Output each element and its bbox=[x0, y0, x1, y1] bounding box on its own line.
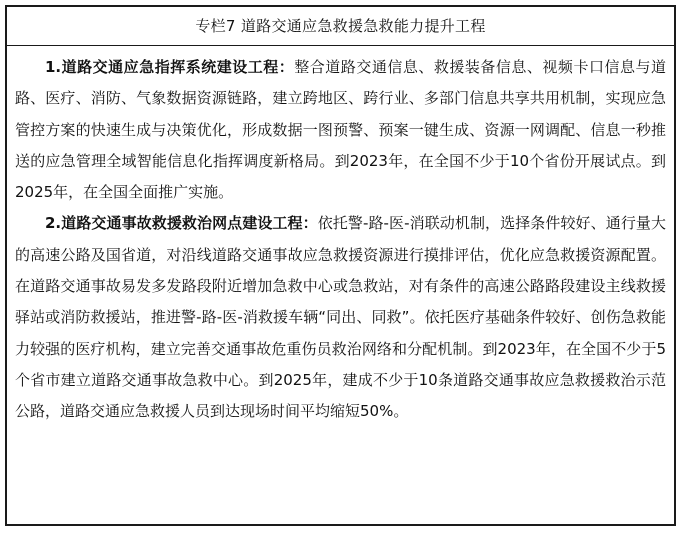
column-body bbox=[7, 46, 674, 428]
paragraph-heading: 2.道路交通事故救援救治网点建设工程： bbox=[45, 214, 318, 233]
paragraph-text: 整合道路交通信息、救援装备信息、视频卡口信息与道路、医疗、消防、气象数据资源链路，建立跨地区、跨行业、多部门信息共享共用机制，实现应急管控方案的快速生成与决策优化，形成数据一图预警、预案一键生成、资源一网调配、信息一秒推送的应急管理全域智能信息化指挥调度新格局。到2023年，在全国不少于10个省份开展试点。到2025年，在全国全面推广实施。 bbox=[15, 58, 666, 202]
column-box bbox=[5, 5, 676, 526]
paragraph-heading: 1.道路交通应急指挥系统建设工程： bbox=[45, 58, 295, 76]
column-title: 专栏7 道路交通应急救援急救能力提升工程 bbox=[7, 7, 674, 46]
paragraph-text: 依托警-路-医-消联动机制，选择条件较好、通行量大的高速公路及国省道，对沿线道路交通事故应急救援资源进行摸排评估，优化应急救援资源配置。在道路交通事故易发多发路段附近增加急救中心或急救站，对有条件的高速公路路段建设主线救援驿站或消防救援站，推进警-路-医-消救援车辆“同出、同救”。依托医疗基础条件较好、创伤急救能力较强的医疗机构，建立完善交通事故危重伤员救治网络和分配机制。到2023年，在全国不少于5个省市建立道路交通事故急救中心。到2025年，建成不少于10条道路交通事故应急救援救治示范公路，道路交通应急救援人员到达现场时间平均缩短50%。 bbox=[15, 214, 666, 421]
paragraph-rescue-network bbox=[15, 208, 666, 427]
paragraph-command-system bbox=[15, 52, 666, 208]
